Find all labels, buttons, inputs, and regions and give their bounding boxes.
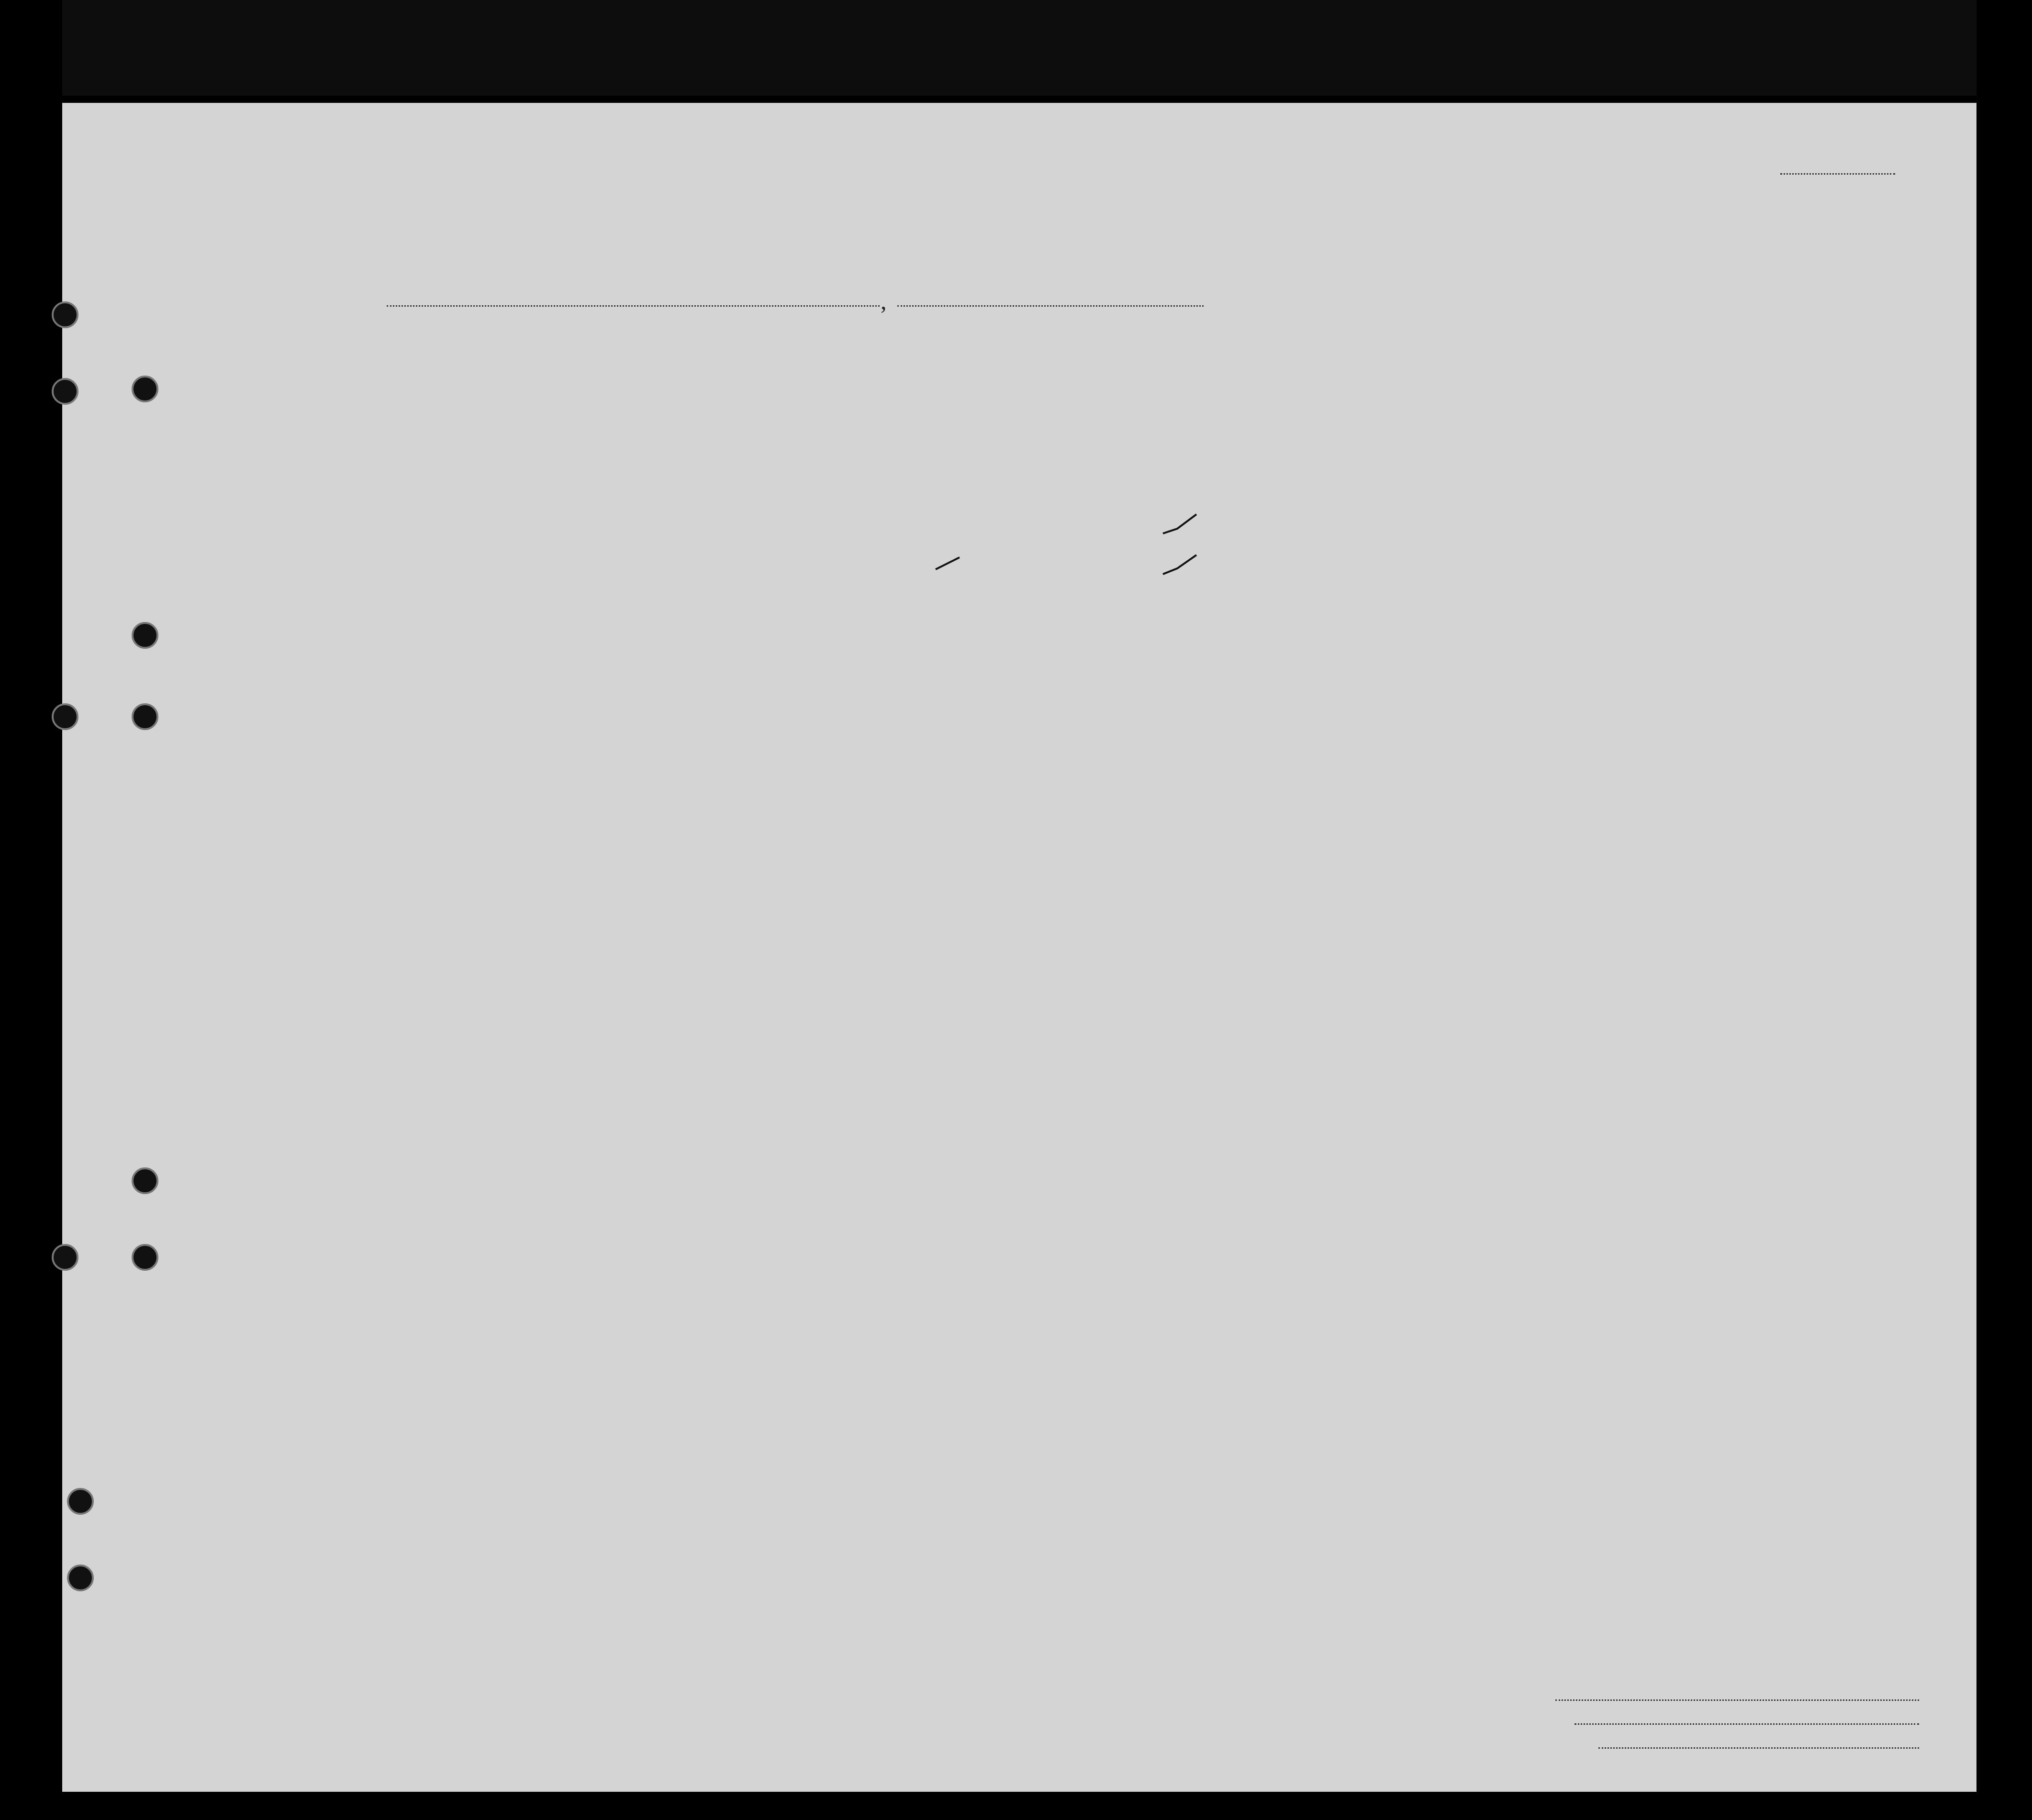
agents-underline: [1598, 1747, 1919, 1749]
checkmark-marks: [1158, 507, 1201, 579]
comma: ,: [881, 288, 887, 314]
owners-underline: [1574, 1723, 1919, 1725]
checkmark-icon: [933, 555, 962, 574]
line-underline: [1555, 1699, 1919, 1701]
